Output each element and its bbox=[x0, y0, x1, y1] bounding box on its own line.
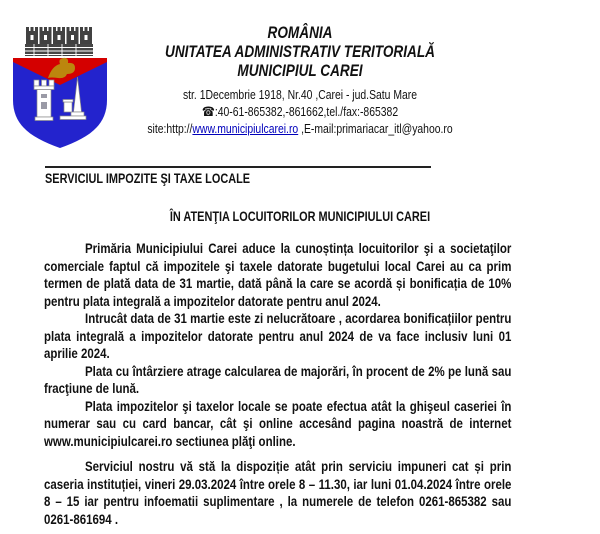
letterhead-country: ROMÂNIA bbox=[267, 23, 333, 42]
email-text: ,E-mail:primariacar_itl@yahoo.ro bbox=[298, 121, 453, 136]
paragraph-payment-methods: Plata impozitelor şi taxelor locale se poate efectua atât la ghişeul caseriei în numerar sau cu card bancar, cât şi online accesând pagina noastră de internet www.municipiulcarei.ro sectiunea plăţi online. bbox=[44, 397, 512, 449]
paragraph-bonus-extension: Intrucât data de 31 martie este zi nelucrătoare , acordarea bonificațiilor pentru plata integrală a impozitelor datorate pentru anul 2024 de va face inclusiv luni 01 aprilie 2024. bbox=[44, 310, 512, 361]
paragraph-office-hours: Serviciul nostru vă stă la dispoziție atât prin serviciu impuneri cat și prin caseria instituției, vineri 29.03.2024 între orele 8 – 11.30, iar luni 01.04.2024 între orele 8 – 15 iar pentru infoematii suplimentare , la numerele de telefon 0261-865382 sau 0261-861694 . bbox=[44, 458, 512, 527]
letterhead bbox=[0, 23, 600, 137]
notice-body bbox=[44, 240, 511, 528]
website-link[interactable]: www.municipiulcarei.ro bbox=[192, 121, 299, 136]
notice-title: ÎN ATENŢIA LOCUITORILOR MUNICIPIULUI CAREI bbox=[169, 208, 431, 224]
department-heading: SERVICIUL IMPOZITE ŞI TAXE LOCALE bbox=[45, 170, 251, 186]
paragraph-late-penalty: Plata cu întârziere atrage calcularea de majorări, în procent de 2% pe lună sau fracţiune de lună. bbox=[44, 362, 512, 396]
paragraph-payment-deadline: Primăria Municipiului Carei aduce la cunoștința locuitorilor şi a societaţilor comerciale faptul că impozitele şi taxele datorate bugetului local Carei au ca prim termen de plată data de 31 martie, dată până la care se acordă și bonificația de 10% pentru plata integrală a impozitelor datorate pentru anul 2024. bbox=[44, 240, 512, 309]
letterhead-address: str. 1Decembrie 1918, Nr.40 ,Carei - jud.Satu Mare bbox=[182, 87, 418, 102]
letterhead-web bbox=[60, 120, 540, 137]
letterhead-entity: UNITATEA ADMINISTRATIV TERITORIALĂ bbox=[165, 42, 435, 61]
letterhead-municipality: MUNICIPIUL CAREI bbox=[237, 61, 363, 80]
phone-icon: ☎ bbox=[201, 104, 215, 119]
divider-line bbox=[45, 166, 431, 168]
site-prefix-text: site:http:// bbox=[147, 121, 193, 136]
phone-numbers: :40-61-865382,-861662,tel./fax:-865382 bbox=[214, 104, 399, 119]
letterhead-phone bbox=[60, 103, 540, 120]
